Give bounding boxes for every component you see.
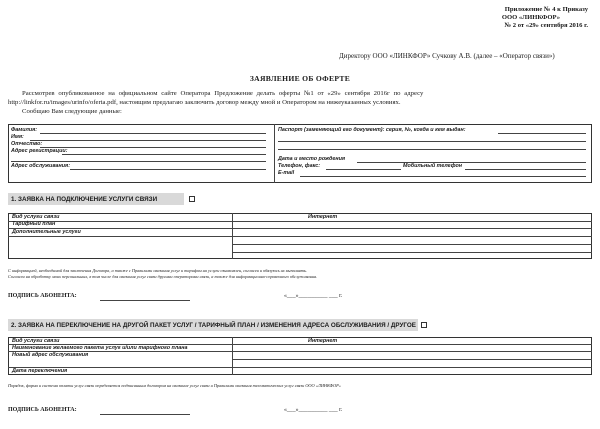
section1-col2-header: Интернет [308,214,338,220]
birth-field[interactable] [357,162,586,163]
section1-row-tariff: Тарифный план [12,221,56,227]
service-address-field[interactable] [70,169,266,170]
section2-row-sep-3 [232,359,592,360]
section1-title: 1. ЗАЯВКА НА ПОДКЛЮЧЕНИЕ УСЛУГИ СВЯЗИ [11,196,158,203]
name-field[interactable] [30,140,266,141]
section1-row-sep-2 [8,228,592,229]
section1-row-sep-1 [8,221,592,222]
email-label: E-mail [278,170,295,176]
email-field[interactable] [300,176,586,177]
passport-field-2[interactable] [278,141,586,142]
appendix-line-2: ООО «ЛИНКФОР» [501,14,560,21]
document-title: ЗАЯВЛЕНИЕ ОБ ОФЕРТЕ [249,74,351,83]
addressee: Директору ООО «ЛИНКФОР» Сучкову А.В. (далее – «Оператор связи») [339,52,555,60]
section1-checkbox[interactable] [189,196,195,202]
patronymic-field[interactable] [40,147,266,148]
intro-line-1: Рассмотрев опубликованное на официальном сайте Оператора Предложение делать оферты №1 от «29» сентября 2016г по адресу [22,90,424,97]
intro-line-3: Сообщаю Вам следующие данные: [22,108,122,115]
appendix-line-3: № 2 от «29» сентября 2016 г. [504,22,588,29]
section2-signature-field[interactable] [100,414,190,415]
section2-title: 2. ЗАЯВКА НА ПЕРЕКЛЮЧЕНИЕ НА ДРУГОЙ ПАКЕТ УСЛУГ / ТАРИФНЫЙ ПЛАН / ИЗМЕНЕНИЯ АДРЕСА ОБСЛУЖИВАНИЯ / ДРУГОЕ [11,322,416,329]
section2-row-sep-2 [8,351,592,352]
section1-signature-field[interactable] [100,300,190,301]
section2-row-address: Новый адрес обслуживания [12,352,89,358]
appendix-line-1: Приложение № 4 к Приказу [504,6,588,13]
section2-table-divider [232,337,233,375]
section1-date[interactable]: «___»__________ ___ г. [284,293,343,299]
section2-table [8,337,592,375]
section2-signature-label: ПОДПИСЬ АБОНЕНТА: [8,407,77,413]
reg-address-label: Адрес регистрации: [11,148,68,154]
section1-row-sep-3 [8,236,592,237]
surname-label: Фамилия: [11,127,38,133]
section1-row-sep-4 [232,244,592,245]
passport-field-3[interactable] [278,149,586,150]
section2-date[interactable]: «___»__________ ___ г. [284,407,343,413]
section2-row-package: Наименование желаемого пакета услуг и/или тарифного плана [12,345,188,351]
section2-row-sep-4 [8,367,592,368]
surname-field[interactable] [40,133,266,134]
section2-row-date: Дата переключения [12,368,68,374]
patronymic-label: Отчество: [11,141,43,147]
mobile-field[interactable] [465,169,586,170]
mobile-label: Мобильный телефон [403,163,463,169]
section2-col1-header: Вид услуги связи [12,338,60,344]
section2-col2-header: Интернет [308,338,338,344]
reg-address-field[interactable] [62,154,266,155]
passport-label: Паспорт (заменяющий его документ): серия, №, когда и кем выдан: [278,127,466,133]
reg-address-field-2[interactable] [11,161,266,162]
passport-field[interactable] [498,133,586,134]
section1-notice-1: С информацией, необходимой для заключения Договора, а также с Правилами оказания услуг и тарифом на услуги ознакомлен, согласен и обязуюсь их выполнять. [8,268,307,273]
section2-notice: Порядок, форма и система оплаты услуг связи определяется подписанным договором на оказание услуг связи и Правилами оказания телематических услуг связи ООО «ЛИНКФОР» [8,383,341,388]
phone-fax-field[interactable] [326,169,401,170]
personal-data-divider [274,124,275,183]
section2-checkbox[interactable] [421,322,427,328]
name-label: Имя: [11,134,24,140]
section1-signature-label: ПОДПИСЬ АБОНЕНТА: [8,293,77,299]
section1-row-sep-5 [232,252,592,253]
phone-fax-label: Телефон, факс: [278,163,321,169]
section1-notice-2: Согласен на обработку моих персональных, в том числе для оказания услуг связи другими операторами связи, а также для информационно-справочного обслуживания. [8,274,318,279]
birth-label: Дата и место рождения [278,156,346,162]
intro-line-2: http://linkfor.ru/images/urinfo/oferta.pdf, настоящим предлагаю заключить договор между мной и Оператором на нижеуказанных условиях. [8,99,401,106]
service-address-label: Адрес обслуживания: [11,163,71,169]
section1-row-extra: Дополнительные услуги [12,229,81,235]
section1-col1-header: Вид услуги связи [12,214,60,220]
